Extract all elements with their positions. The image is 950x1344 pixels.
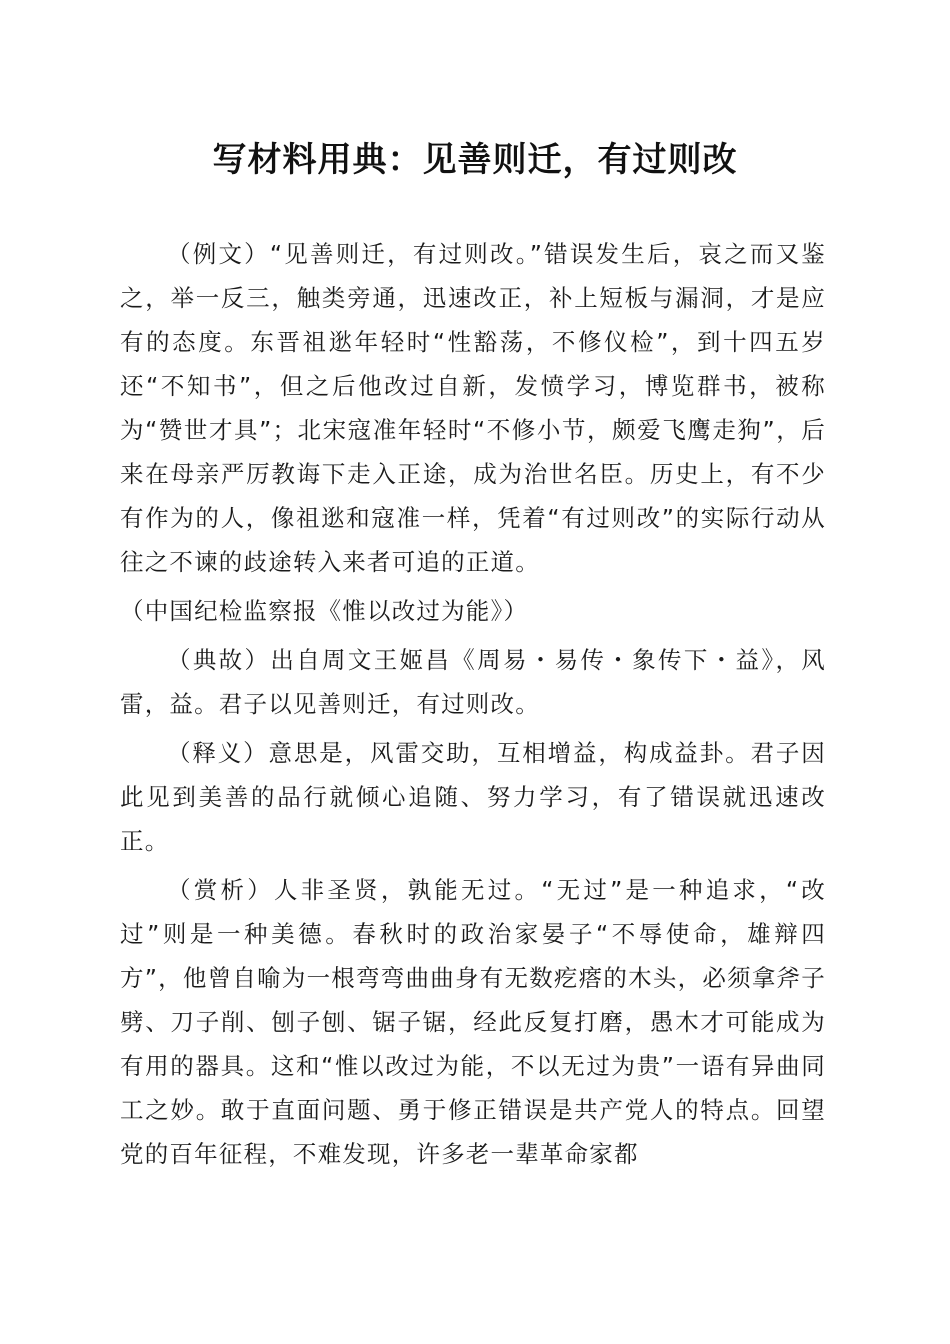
source-citation: （中国纪检监察报《惟以改过为能》） [120,597,529,625]
document-title: 写材料用典：见善则迁，有过则改 [212,140,738,180]
explanation-paragraph: （释义）意思是，风雷交助，互相增益，构成益卦。君子因此见到美善的品行就倾心追随、努力学习，有了错误就迅速改正。 [120,739,826,855]
example-paragraph: （例文）“见善则迁，有过则改。”错误发生后，哀之而又鉴之，举一反三，触类旁通，迅速改正，补上短板与漏洞，才是应有的态度。东晋祖逖年轻时“性豁荡，不修仪检”，到十四五岁还“不知书”，但之后他改过自新，发愤学习，博览群书，被称为“赞世才具”；北宋寇准年轻时“不修小节，颇爱飞鹰走狗”，后来在母亲严厉教诲下走入正途，成为治世名臣。历史上，有不少有作为的人，像祖逖和寇准一样，凭着“有过则改”的实际行动从往之不谏的歧途转入来者可追的正道。 [120,240,826,576]
document-body [120,232,826,1181]
allusion-paragraph: （典故）出自周文王姬昌《周易・易传・象传下・益》，风雷，益。君子以见善则迁，有过则改。 [120,646,826,718]
appreciation-paragraph: （赏析）人非圣贤，孰能无过。“无过”是一种追求，“改过”则是一种美德。春秋时的政治家晏子“不辱使命，雄辩四方”，他曾自喻为一根弯弯曲曲身有无数疙瘩的木头，必须拿斧子劈、刀子削、刨子刨、锯子锯，经此反复打磨，愚木才可能成为有用的器具。这和“惟以改过为能，不以无过为贵”一语有异曲同工之妙。敢于直面问题、勇于修正错误是共产党人的特点。回望党的百年征程，不难发现，许多老一辈革命家都 [120,876,826,1168]
